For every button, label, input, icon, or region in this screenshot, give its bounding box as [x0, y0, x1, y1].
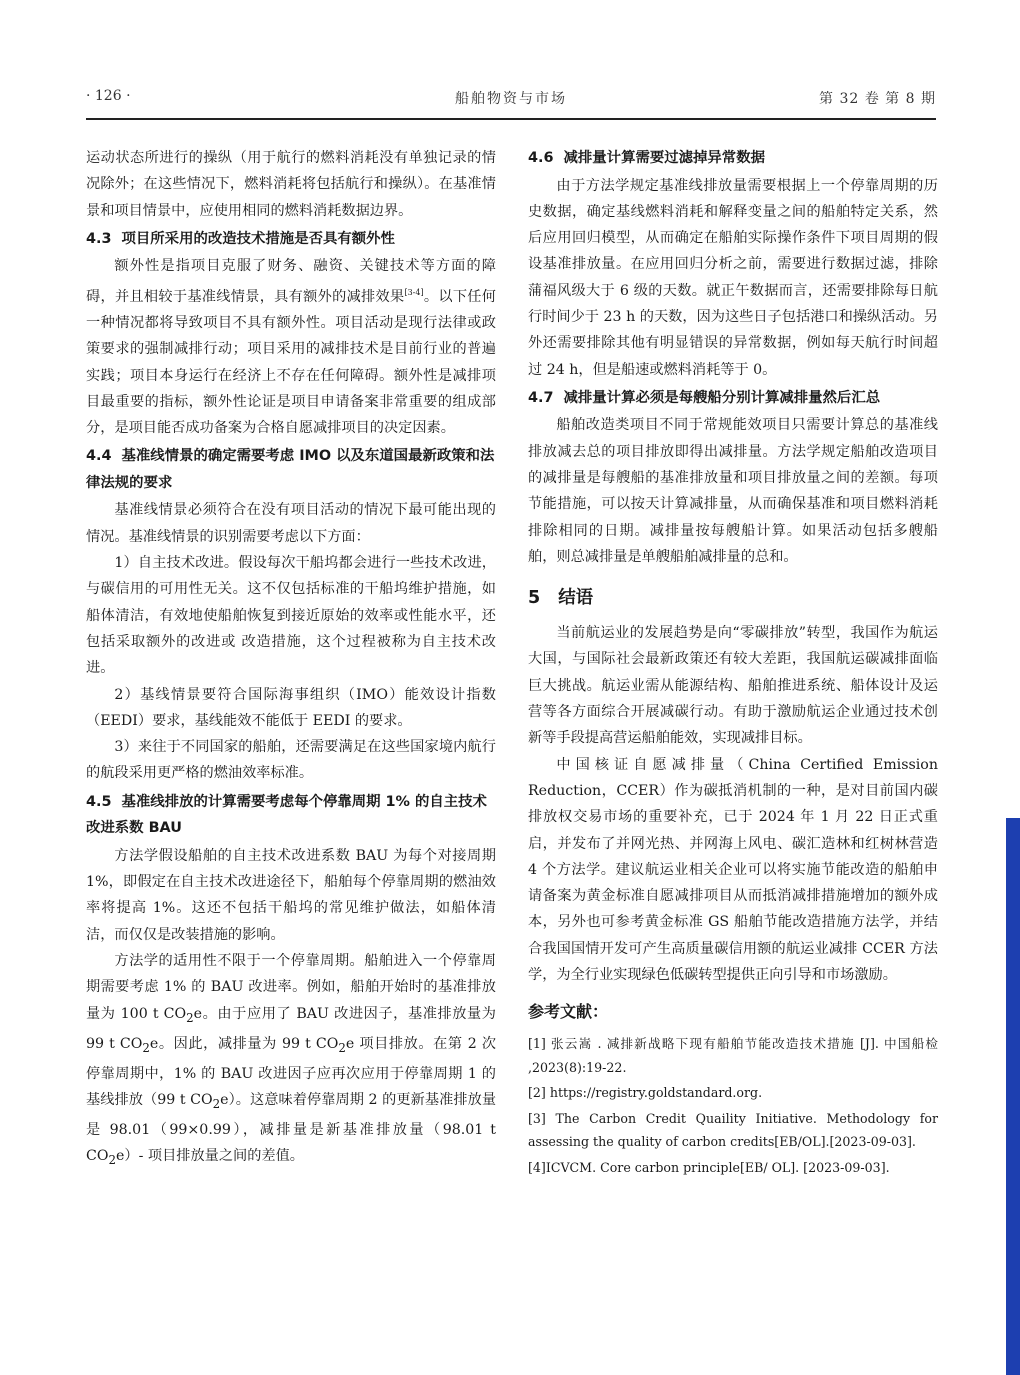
paragraph-data-filter: 由于方法学规定基准线排放量需要根据上一个停靠周期的历史数据，确定基线燃料消耗和解释变量之间的船舶特定关系，然后应用回归模型，从而确定在船舶实际操作条件下项目周期的假设基准排放量。在应用回归分析之前，需要进行数据过滤，排除蒲福风级大于 6 级的天数。就正午数据而言，还需要排除每日航行时间少于 23 h 的天数，因为这些日子包括港口和操纵活动。另外还需要排除其他有明显错误的异常数据，例如每天航行时间超过 24 h，但是船速或燃料消耗等于 0。 — [528, 177, 938, 378]
list-item-1: 1）自主技术改进。假设每次干船坞都会进行一些技术改进，与碳信用的可用性无关。这不仅包括标准的干船坞维护措施，如船体清洁，有效地使船舶恢复到接近原始的效率或性能水平，还包括采取额外的改进或 改造措施，这个过程被称为自主技术改进。 — [86, 555, 496, 677]
edge-color-bar — [1006, 818, 1020, 1375]
section-number: 4.3 — [86, 230, 112, 247]
section-number: 4.6 — [528, 150, 554, 166]
section-title: 基准线情景的确定需要考虑 IMO 以及东道国最新政策和法律法规的要求 — [86, 448, 495, 491]
text-run: 方法学的适用性不限于一个停靠周期。船舶进入一个停靠周期需要考虑 1% 的 BAU 改进率。例如，船舶开始时的基准排放量为 100 t CO — [86, 952, 496, 1022]
section-title: 项目所采用的改造技术措施是否具有额外性 — [121, 230, 395, 247]
subscript: 2 — [212, 1096, 221, 1111]
section-title: 结语 — [558, 588, 594, 609]
page-number: · 126 · — [86, 88, 131, 104]
section-heading-5 — [528, 584, 938, 612]
section-heading-4-6 — [528, 145, 938, 172]
subscript: 2 — [338, 1040, 346, 1055]
paragraph-bau: 方法学假设船舶的自主技术改进系数 BAU 为每个对接周期 1%，即假定在自主技术改进途径下，船舶每个停靠周期的燃油效率将提高 1%。这还不包括干船坞的常见维护做法，如船体清洁，而仅仅是改装措施的影响。 — [86, 847, 496, 943]
section-number: 4.4 — [86, 448, 112, 465]
paragraph-conclusion-2: 中国核证自愿减排量（China Certified Emission Reduction，CCER）作为碳抵消机制的一种，是对目前国内碳排放权交易市场的重要补充，已于 2024 年 1 月 22 日正式重启，并发布了并网光热、并网海上风电、碳汇造林和红树林营造 4 个方法学。建议航运业相关企业可以将实施节能改造的船舶申请备案为黄金标准自愿减排项目从而抵消减排措施增加的额外成本，另外也可参考黄金标准 GS 船舶节能改造措施方法学，并结合我国国情开发可产生高质量碳信用额的航运业减排 CCER 方法学，为全行业实现绿色低碳转型提供正向引导和市场激励。 — [528, 756, 938, 984]
section-heading-4-4 — [86, 443, 496, 496]
paragraph-bau-example — [86, 948, 496, 1174]
paragraph-conclusion-1: 当前航运业的发展趋势是向“零碳排放”转型，我国作为航运大国，与国际社会最新政策还有较大差距，我国航运碳减排面临巨大挑战。航运业需从能源结构、船舶推进系统、船体设计及运营等各方面综合开展减碳行动。有助于激励航运企业通过技术创新等手段提高营运船舶能效，实现减排目标。 — [528, 625, 938, 747]
paragraph-baseline-intro: 基准线情景必须符合在没有项目活动的情况下最可能出现的情况。基准线情景的识别需要考虑以下方面： — [86, 502, 496, 545]
issue-info: 第 32 卷 第 8 期 — [819, 91, 936, 107]
reference-item: [4]ICVCM. Core carbon principle[EB/ OL]. [2023-09-03]. — [528, 1159, 890, 1175]
text-run: e。因此，减排量为 99 t CO — [149, 1035, 339, 1052]
list-item-2: 2）基线情景要符合国际海事组织（IMO）能效设计指数（EEDI）要求，基线能效不能低于 EEDI 的要求。 — [86, 686, 496, 729]
left-column — [86, 145, 496, 1174]
section-number: 4.7 — [528, 389, 554, 406]
section-heading-4-3 — [86, 226, 496, 253]
section-number: 5 — [528, 588, 541, 609]
text-run: 额外性是指项目克服了财务、融资、关键技术等方面的障碍，并且相较于基准线情景，具有额外的减排效果 — [86, 258, 496, 305]
section-heading-4-5 — [86, 789, 496, 842]
text-run: e 项目排放。在第 2 次停靠周期中，1% 的 BAU 改进因子应再次应用于停靠周期 1 的基线排放（99 t CO — [86, 1035, 497, 1109]
right-column — [528, 145, 938, 1181]
reference-item: [1] 张云嵩 . 减排新战略下现有船舶节能改造技术措施 [J]. 中国船检 ,2023(8):19-22. — [528, 1036, 938, 1075]
citation-ref: [3-4] — [404, 287, 424, 297]
running-header — [86, 88, 936, 110]
journal-name: 船舶物资与市场 — [455, 91, 567, 107]
subscript: 2 — [142, 1040, 150, 1055]
header-rule — [86, 118, 936, 120]
subscript: 2 — [186, 1010, 194, 1025]
section-title: 基准线排放的计算需要考虑每个停靠周期 1% 的自主技术改进系数 BAU — [86, 793, 487, 837]
reference-item: [3] The Carbon Credit Quaility Initiative. Methodology for assessing the quality of carbon credits[EB/OL].[2023-09-03]. — [528, 1110, 938, 1150]
text-run: e）。这意味着停靠周期 2 的更新基准排放量是 98.01（99×0.99），减排量是新基准排放量（98.01 t CO — [86, 1092, 497, 1165]
reference-item: [2] https://registry.goldstandard.org. — [528, 1085, 763, 1101]
text-run: e。由于应用了 BAU 改进因子，基准排放量为 99 t CO — [86, 1005, 496, 1052]
section-title: 减排量计算需要过滤掉异常数据 — [563, 150, 765, 166]
list-item-3: 3）来往于不同国家的船舶，还需要满足在这些国家境内航行的航段采用更严格的燃油效率标准。 — [86, 739, 496, 782]
section-title: 减排量计算必须是每艘船分别计算减排量然后汇总 — [563, 389, 881, 406]
paragraph-additionality — [86, 253, 496, 441]
text-run: e）- 项目排放量之间的差值。 — [116, 1148, 304, 1165]
paragraph-per-ship: 船舶改造类项目不同于常规能效项目只需要计算总的基准线排放减去总的项目排放即得出减排量。方法学规定船舶改造项目的减排量是每艘船的基准排放量和项目排放量之间的差额。每项节能措施，可以按天计算减排量，从而确保基准和项目燃料消耗排除相同的日期。减排量按每艘船计算。如果活动包括多艘船舶，则总减排量是单艘船舶减排量的总和。 — [528, 417, 938, 565]
references-title: 参考文献： — [528, 1002, 609, 1022]
section-heading-4-7 — [528, 385, 938, 412]
subscript: 2 — [108, 1153, 117, 1168]
text-run: 。以下任何一种情况都将导致项目不具有额外性。项目活动是现行法律或政策要求的强制减排行动；项目采用的减排技术是目前行业的普遍实践；项目本身运行在经济上不存在任何障碍。额外性是减排项目最重要的指标，额外性论证是项目申请备案非常重要的组成部分，是项目能否成功备案为合格自愿减排项目的决定因素。 — [86, 288, 496, 437]
section-number: 4.5 — [86, 793, 112, 810]
paragraph-continued: 运动状态所进行的操纵（用于航行的燃料消耗没有单独记录的情况除外；在这些情况下，燃料消耗将包括航行和操纵）。在基准情景和项目情景中，应使用相同的燃料消耗数据边界。 — [86, 150, 496, 219]
